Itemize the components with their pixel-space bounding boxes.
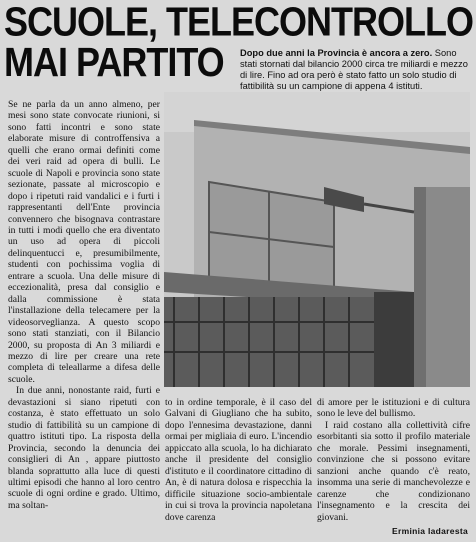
subheadline-lead: Dopo due anni la Provincia è ancora a zero. [240, 48, 433, 58]
article-paragraph: I raid costano alla collettività cifre esorbitanti sia sotto il profilo materiale che morale. Pessimi insegnamenti, convinzione che si possono evitare sanzioni anche quando c'è reato, insomma una serie di manchevolezze e carenze che condizionano l'insegnamento e la crescita dei giovani. [317, 419, 470, 523]
headline-line-1: SCUOLE, TELECONTROLLO [4, 0, 473, 45]
subheadline [240, 48, 472, 92]
article-paragraph: In due anni, nonostante raid, furti e devastazioni si siano ripetuti con costanza, è stato effettuato un solo studio di fattibilità su un campione di quattro istituti tipo. La risposta della Provincia, secondo la denuncia dei consiglieri di An , appare piuttosto blanda soprattutto alla luce di questi ultimi episodi che hanno al loro centro scuole di ogni ordine e grado. Ultimo, ma soltan- [8, 385, 160, 511]
article-paragraph: Se ne parla da un anno almeno, per mesi sono state convocate riunioni, si sono fatti incontri e sono state elaborate misure di controffensiva a quelli che erano ormai definiti come dei veri raid ad opera di bulli. Le scuole di Napoli e provincia sono state sezionate, passate al microscopio e dopo i ripetuti raid vandalici e i furti i rappresentanti dell'Ente provincia convennero che bisognava contrastare in tutti i modi quello che era diventato un uso ad opera di piccoli delinquentucci e, presumibilmente, studenti con pochissima voglia di entrare a scuola. Una delle misure di eccezionalità, presa dal consiglio e dalla commissione è stata l'installazione della telecamere per la videosorveglianza. A questo scopo sono stati stanziati, con il Bilancio 2000, su proposta di An 3 miliardi e mezzo di lire per creare una rete completa di teleallarme a difesa delle scuole. [8, 99, 160, 385]
article-column-3 [317, 397, 470, 523]
subheadline-text: Sono stati stornati dal bilancio 2000 circa tre miliardi e mezzo di lire. Fino ad ora però è stato fatto un solo studio di fattibilità su un campione di appena 4 istituti. [240, 48, 468, 91]
byline: Erminia Iadaresta [392, 526, 468, 536]
school-camera-photo [164, 92, 470, 387]
article-column-1 [8, 99, 160, 511]
school-building-photo-art [164, 92, 470, 387]
article-paragraph: di amore per le istituzioni e di cultura sono le leve del bullismo. [317, 397, 470, 420]
headline-line-2: MAI PARTITO [4, 38, 224, 85]
article-paragraph: to in ordine temporale, è il caso del Galvani di Giugliano che ha subito, dopo l'ennesima devastazione, danni ormai per migliaia di euro. L'incendio appiccato alla scuola, lo ha dichiarato anche il presidente del consiglio d'istituto e il coordinatore cittadino di An, è di natura dolosa e rispecchia la difficile situazione socio-ambientale in cui si trova la provincia napoletana dove carenza [165, 397, 312, 523]
article-column-2 [165, 397, 312, 523]
